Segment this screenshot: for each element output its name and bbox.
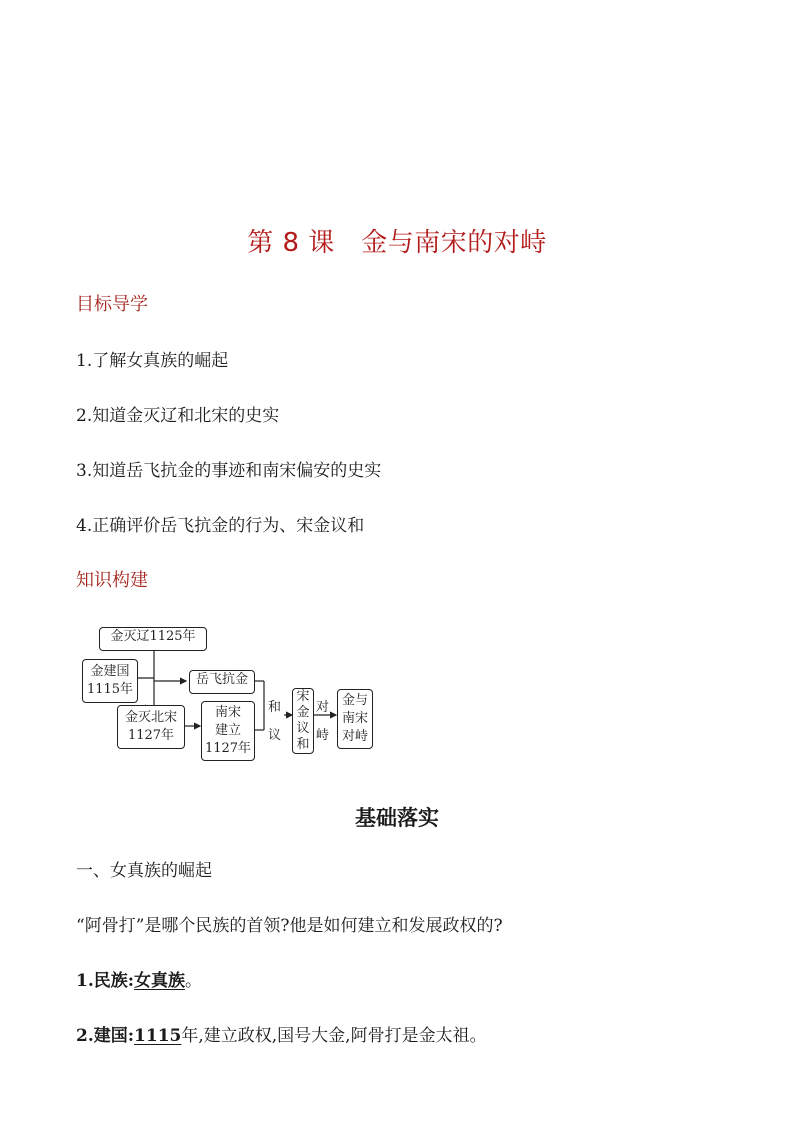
box-confrontation-line3: 对峙 — [341, 729, 368, 744]
goal-item-1: 1.了解女真族的崛起 — [76, 351, 229, 371]
goals-heading: 目标导学 — [76, 294, 148, 315]
goal-item-4: 4.正确评价岳飞抗金的行为、宋金议和 — [76, 516, 365, 536]
box-songjin-line2: 金 — [296, 705, 310, 720]
answer-1 — [76, 966, 202, 991]
box-jin-destroys-liao — [99, 627, 207, 651]
box-jin-destroys-song — [117, 705, 185, 749]
section-1-heading: 一、女真族的崛起 — [76, 861, 212, 881]
box-yuefei — [189, 670, 255, 694]
goal-item-2: 2.知道金灭辽和北宋的史实 — [76, 406, 280, 426]
answer-2 — [76, 1021, 487, 1046]
box-jin-destroys-song-line2: 1127年 — [127, 728, 175, 743]
answer-1-label: 1.民族: — [76, 971, 135, 991]
label-dui: 对 — [316, 700, 330, 715]
box-confrontation-line2: 南宋 — [341, 711, 368, 726]
basics-heading: 基础落实 — [355, 806, 439, 830]
box-jin-founded-line1: 金建国 — [90, 664, 130, 679]
box-nansong-line1: 南宋 — [214, 705, 241, 720]
box-confrontation — [337, 689, 373, 749]
box-songjin-peace — [292, 688, 314, 754]
box-songjin-line3: 议 — [296, 721, 310, 736]
box-yuefei-text: 岳飞抗金 — [195, 672, 248, 687]
goal-item-3: 3.知道岳飞抗金的事迹和南宋偏安的史实 — [76, 461, 382, 481]
knowledge-heading: 知识构建 — [76, 570, 148, 591]
answer-1-value: 女真族 — [134, 971, 186, 991]
box-nansong-line2: 建立 — [214, 723, 241, 738]
label-zhi: 峙 — [316, 728, 330, 743]
box-jin-founded-line2: 1115年 — [86, 682, 134, 697]
label-yi: 议 — [268, 728, 282, 743]
box-jin-destroys-liao-text: 金灭辽1125年 — [110, 629, 196, 644]
box-songjin-line4: 和 — [296, 737, 310, 752]
answer-2-label: 2.建国: — [76, 1026, 135, 1046]
box-confrontation-line1: 金与 — [341, 693, 368, 708]
box-jin-destroys-song-line1: 金灭北宋 — [124, 710, 177, 725]
box-nansong — [201, 701, 255, 761]
question-text: “阿骨打”是哪个民族的首领?他是如何建立和发展政权的? — [76, 916, 503, 936]
answer-2-rest: 年,建立政权,国号大金,阿骨打是金太祖。 — [181, 1026, 487, 1046]
label-he: 和 — [268, 700, 282, 715]
answer-1-end: 。 — [185, 971, 203, 991]
page-title: 第 8 课 金与南宋的对峙 — [247, 228, 547, 258]
box-jin-founded — [82, 659, 138, 703]
answer-2-year: 1115 — [134, 1026, 182, 1046]
box-songjin-line1: 宋 — [296, 689, 310, 704]
box-nansong-line3: 1127年 — [204, 741, 252, 756]
